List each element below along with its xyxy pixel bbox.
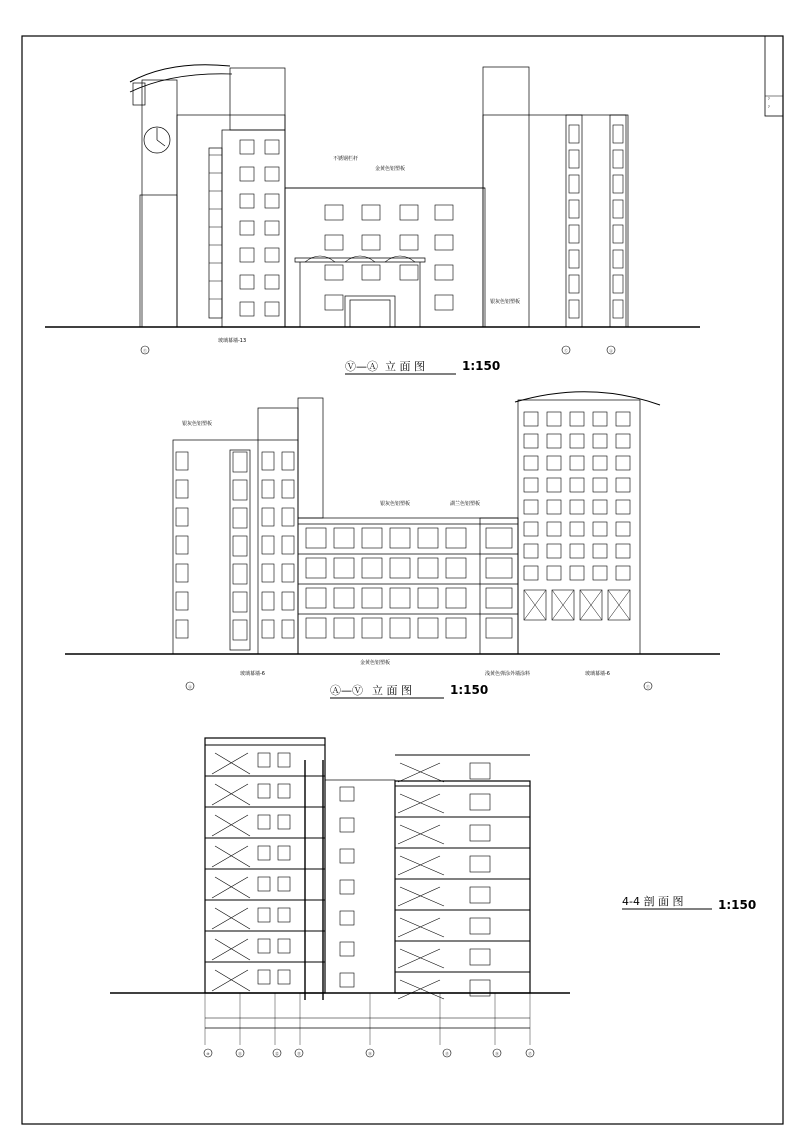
d1-note-2: 金黄色铝塑板 bbox=[375, 166, 406, 172]
d3-axis-label: ⑩ bbox=[206, 1052, 210, 1056]
title-block bbox=[765, 36, 783, 116]
svg-text:Ⓥ—Ⓐ: Ⓥ—Ⓐ bbox=[345, 360, 378, 373]
d2-note-4: 金黄色铝塑板 bbox=[360, 660, 391, 666]
sheet-border bbox=[22, 36, 783, 1124]
svg-text:Ⓥ: Ⓥ bbox=[143, 349, 147, 353]
d2-note-5: 玻璃幕墙-6 bbox=[240, 671, 265, 677]
elevation-v-a bbox=[45, 65, 700, 327]
svg-text:Ⓐ: Ⓐ bbox=[188, 685, 192, 689]
svg-text:Ⓒ: Ⓒ bbox=[564, 349, 568, 353]
d2-title bbox=[330, 683, 488, 698]
d3-axis-label: ⑮ bbox=[445, 1052, 449, 1056]
svg-text:Ⓐ: Ⓐ bbox=[609, 349, 613, 353]
svg-text:Ⓥ: Ⓥ bbox=[646, 685, 650, 689]
d1-note-4: 玻璃幕墙-13 bbox=[218, 338, 247, 344]
d1-note-1: 不锈钢栏杆 bbox=[333, 156, 359, 162]
svg-text:1:150: 1:150 bbox=[718, 898, 757, 912]
d2-note-1: 银灰色铝塑板 bbox=[182, 421, 213, 427]
d3-axis-markers bbox=[204, 1049, 534, 1057]
d3-axis-label: ⑬ bbox=[297, 1052, 301, 1056]
d3-axis-label: ⑰ bbox=[528, 1052, 532, 1056]
d3-axis-label: ⑯ bbox=[495, 1052, 499, 1056]
d1-title bbox=[345, 359, 500, 374]
d3-axis-label: ⑭ bbox=[368, 1052, 372, 1056]
d2-note-6: 玻璃幕墙-6 bbox=[585, 671, 610, 677]
elevation-a-v bbox=[65, 392, 720, 654]
d2-note-3: 湖兰色铝塑板 bbox=[450, 501, 481, 507]
svg-text:立 面 图: 立 面 图 bbox=[372, 684, 412, 697]
svg-text:1:150: 1:150 bbox=[462, 359, 501, 373]
svg-text:立 面 图: 立 面 图 bbox=[385, 360, 425, 373]
title-block-line1: ? bbox=[768, 97, 770, 101]
d3-axis-label: ⑫ bbox=[275, 1052, 279, 1056]
d3-title bbox=[622, 894, 756, 912]
d2-note-2: 银灰色铝塑板 bbox=[380, 501, 411, 507]
d2-note-7: 浅黄色弹涂外墙涂料 bbox=[485, 671, 531, 677]
d3-axis-label: ⑪ bbox=[238, 1052, 242, 1056]
section-4-4 bbox=[110, 738, 570, 1045]
svg-text:4-4 剖 面 图: 4-4 剖 面 图 bbox=[622, 895, 684, 908]
svg-text:Ⓐ—Ⓥ: Ⓐ—Ⓥ bbox=[330, 684, 363, 697]
d1-axis-markers bbox=[141, 346, 615, 354]
title-block-line2: ? bbox=[768, 105, 770, 109]
d1-note-3: 银灰色铝塑板 bbox=[490, 299, 521, 305]
svg-text:1:150: 1:150 bbox=[450, 683, 489, 697]
d2-axis-markers bbox=[186, 682, 652, 690]
